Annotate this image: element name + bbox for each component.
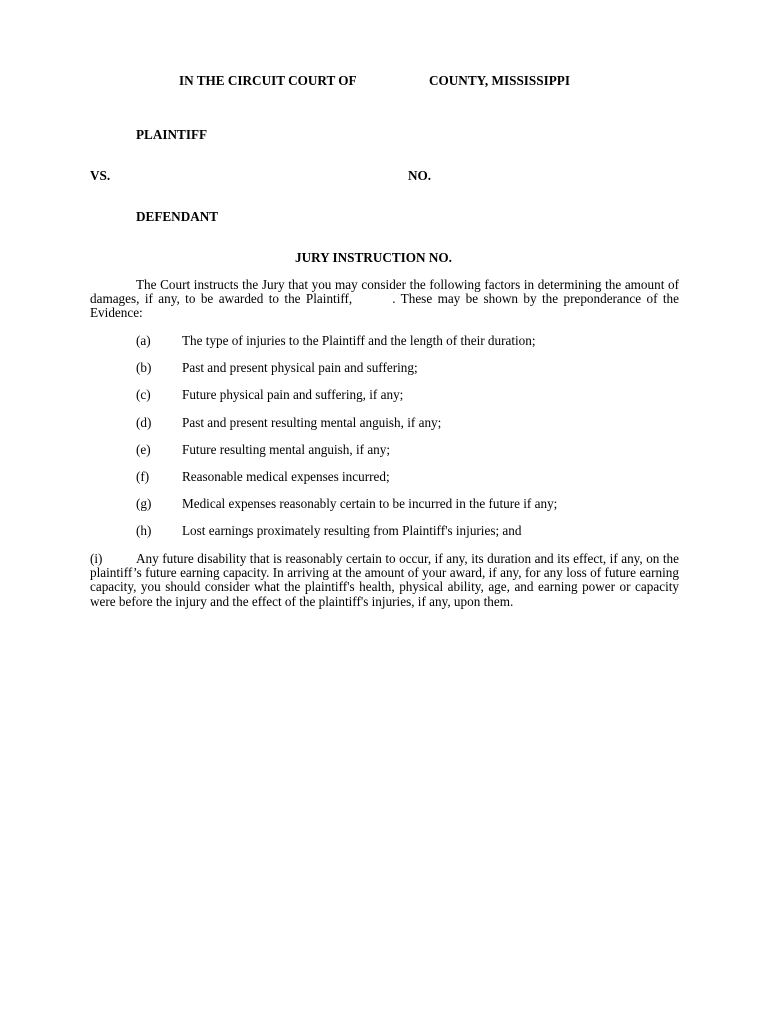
list-item [0, 469, 770, 485]
list-item-label: (h) [136, 523, 152, 539]
plaintiff-label: PLAINTIFF [136, 127, 208, 142]
final-item-label: (i) [90, 551, 103, 566]
list-item-text: Reasonable medical expenses incurred; [182, 469, 390, 484]
list-item [0, 415, 770, 431]
list-item-label: (e) [136, 441, 151, 457]
final-item-text: Any future disability that is reasonably certain to occur, if any, its duration and its effect, if any, on the plaintiff’s future earning capacity. In arriving at the amount of your award, if any, for any loss of future earning capacity, you should consider what the plaintiff's health, physical ability, age, and earning power or capacity were before the injury and the effect of the plaintiff's injuries, if any, upon them. [90, 551, 679, 609]
list-item [0, 496, 770, 512]
list-item-label: (f) [136, 469, 150, 484]
list-item-text: Past and present resulting mental anguish, if any; [182, 414, 442, 430]
county-heading: COUNTY, MISSISSIPPI [429, 73, 570, 88]
list-item [0, 333, 770, 349]
list-item-text: Lost earnings proximately resulting from Plaintiff's injuries; and [182, 523, 522, 539]
final-item-paragraph [90, 552, 679, 609]
list-item [0, 387, 770, 403]
list-item [0, 360, 770, 376]
list-item-label: (g) [136, 496, 152, 512]
list-item-text: Future physical pain and suffering, if any; [182, 387, 404, 403]
defendant-label: DEFENDANT [136, 209, 219, 224]
list-item-text: Future resulting mental anguish, if any; [182, 441, 391, 457]
list-item-label: (c) [136, 387, 151, 403]
vs-label: VS. [90, 168, 111, 183]
list-item-text: Past and present physical pain and suffering; [182, 360, 418, 376]
list-item [0, 442, 770, 458]
intro-text-part1: The Court instructs the Jury that you may consider the following factors in determining the amount of damages, if any, to be awarded to the Plaintiff, [90, 277, 679, 307]
intro-paragraph [90, 278, 679, 321]
list-item-label: (a) [136, 333, 151, 348]
intro-text-part2: . These may be shown by the preponderance of the Evidence: [90, 291, 679, 321]
case-number-label: NO. [408, 168, 432, 183]
list-item-text: Medical expenses reasonably certain to be incurred in the future if any; [182, 496, 558, 512]
list-item-label: (d) [136, 414, 152, 430]
list-item-text: The type of injuries to the Plaintiff and the length of their duration; [182, 333, 536, 348]
court-heading: IN THE CIRCUIT COURT OF [179, 73, 357, 88]
instruction-title: JURY INSTRUCTION NO. [295, 250, 452, 265]
list-item [0, 523, 770, 539]
list-item-label: (b) [136, 360, 152, 376]
